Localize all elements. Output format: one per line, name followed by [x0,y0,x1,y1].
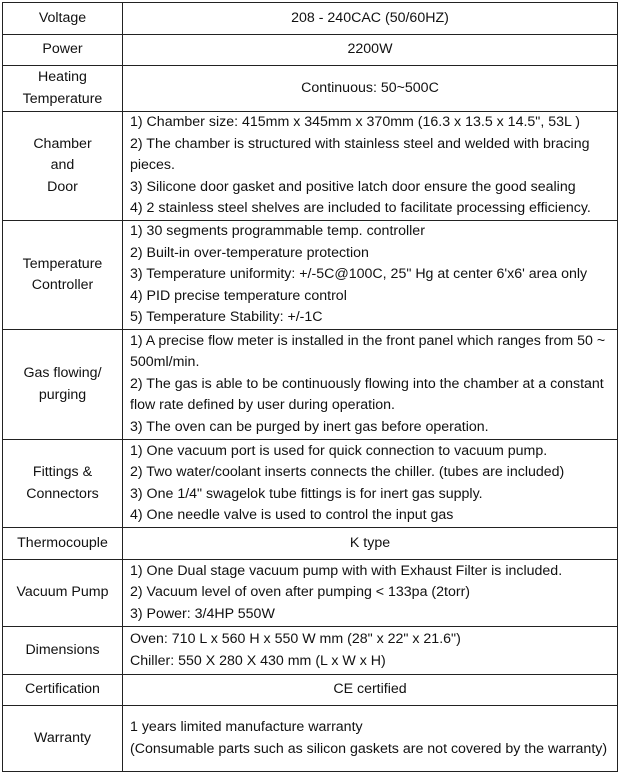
table-row [3,675,618,706]
list-item: Oven: 710 L x 560 H x 550 W mm (28" x 22" x 21.6") [130,631,461,647]
row-label: Certification [3,675,123,706]
list-item: 3) Silicone door gasket and positive latch door ensure the good sealing [130,178,576,195]
row-label [3,66,123,112]
row-label: Power [3,35,123,66]
list-item: 1) One vacuum port is used for quick connection to vacuum pump. [130,442,548,459]
list-item: 1) One Dual stage vacuum pump with with Exhaust Filter is included. [130,562,563,579]
row-label-line: Chamber [33,135,92,152]
row-value [123,330,618,440]
list-item: 3) Temperature uniformity: +/-5C@100C, 25" Hg at center 6'x6' area only [130,266,588,283]
list-item: 4) 2 stainless steel shelves are included to facilitate processing efficiency. [130,200,591,217]
row-label [3,112,123,221]
row-label-line: purging [38,386,87,403]
list-item: 2) Built-in over-temperature protection [130,244,369,261]
row-value: Continuous: 50~500C [123,66,618,112]
list-item: 1) Chamber size: 415mm x 345mm x 370mm (16.3 x 13.5 x 14.5", 53L ) [130,114,581,131]
list-item: 3) One 1/4" swagelok tube fittings is for inert gas supply. [130,485,483,502]
row-label-line: Temperature [22,90,103,107]
list-item: 2) Vacuum level of oven after pumping < 133pa (2torr) [130,584,471,601]
row-label: Voltage [3,3,123,35]
row-label-line: Heating [38,69,87,85]
list-item: 1) 30 segments programmable temp. controller [130,223,425,240]
row-label [3,221,123,330]
list-item: Chiller: 550 X 280 X 430 mm (L x W x H) [130,652,386,669]
table-row [3,627,618,675]
row-label-line: Gas flowing/ [23,365,102,381]
row-label-line: Controller [31,277,94,293]
list-item: 4) PID precise temperature control [130,287,347,304]
row-label-line: Fittings & [32,464,93,480]
row-value [123,440,618,528]
table-row [3,3,618,35]
table-row [3,560,618,627]
row-label: Vacuum Pump [3,560,123,627]
row-value [123,560,618,627]
list-item: 2) The gas is able to be continuously flowing into the chamber at a constant flow rate defined by user during operation. [130,375,604,414]
list-item: 2) Two water/coolant inserts connects the chiller. (tubes are included) [130,464,565,480]
row-label: Warranty [3,706,123,772]
table-row [3,112,618,221]
table-row [3,440,618,528]
list-item: 3) The oven can be purged by inert gas before operation. [130,418,489,435]
list-item: 3) Power: 3/4HP 550W [130,605,275,622]
row-label: Thermocouple [3,528,123,560]
row-value [123,112,618,221]
list-item: (Consumable parts such as silicon gaskets are not covered by the warranty) [130,740,608,757]
row-label: Dimensions [3,627,123,675]
table-row [3,528,618,560]
list-item: 1) A precise flow meter is installed in the front panel which ranges from 50 ~ 500ml/min. [130,332,606,371]
row-label [3,330,123,440]
row-label-line: Temperature [22,255,103,272]
row-label [3,440,123,528]
table-row [3,706,618,772]
row-value [123,627,618,675]
row-label-line: Door [47,178,78,195]
row-value [123,221,618,330]
list-item: 1 years limited manufacture warranty [130,719,363,735]
table-row [3,35,618,66]
list-item: 4) One needle valve is used to control the input gas [130,507,454,523]
row-value [123,706,618,772]
table-row [3,221,618,330]
row-label-line: and [50,157,75,174]
list-item: 2) The chamber is structured with stainless steel and welded with bracing pieces. [130,135,590,174]
table-row [3,330,618,440]
list-item: 5) Temperature Stability: +/-1C [130,309,323,326]
row-value: 2200W [123,35,618,66]
table-row [3,66,618,112]
row-value: CE certified [123,675,618,706]
row-label-line: Connectors [26,485,99,502]
row-value: 208 - 240CAC (50/60HZ) [123,3,618,35]
spec-table [2,2,618,772]
row-value: K type [123,528,618,560]
